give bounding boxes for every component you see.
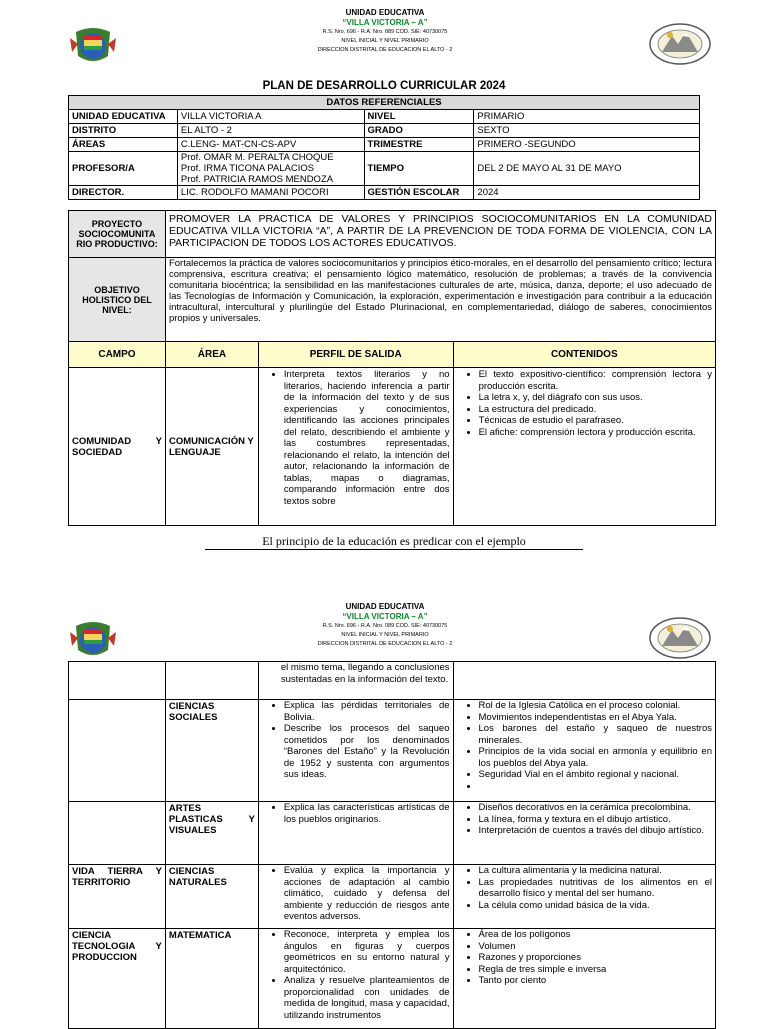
contenido-item: • Rol de la Iglesia Católica en el proceso colonial.	[479, 700, 712, 712]
school-label: UNIDAD EDUCATIVA	[345, 8, 425, 17]
profesor-name: Prof. OMAR M. PERALTA CHOQUE	[180, 152, 334, 163]
contenido-item: • La letra x, y, del diágrafo con sus usos.	[479, 392, 712, 404]
proyecto-text: PROMOVER LA PRACTICA DE VALORES Y PRINCIPIOS SOCIOCOMUNITARIOS EN LA COMUNIDAD EDUCATIVA VILLA VICTORIA “A”, A PARTIR DE LA PREVENCION DE TODA FORMA DE VIOLENCIA, CON LA PARTICIPACION DE TODOS LOS ACTORES EDUCATIVOS.	[165, 211, 715, 258]
ref-label: TRIMESTRE	[364, 138, 474, 152]
column-header-contenidos: CONTENIDOS	[453, 342, 715, 368]
contenido-item: • La línea, forma y textura en el dibujo artístico.	[479, 814, 712, 826]
contenido-item: • El afiche: comprensión lectora y producción escrita.	[479, 427, 712, 439]
perfil-item: • Explica las pérdidas territoriales de Bolivia.	[284, 700, 450, 723]
perfil-continuation-text: el mismo tema, llegando a conclusiones sustentadas en la información del texto.	[280, 662, 450, 685]
contenidos-cell	[453, 662, 715, 700]
perfil-item: • Interpreta textos literarios y no literarios, haciendo inferencia a partir de la información del texto y de sus experiencias y conocimientos, identificando las acciones principales del relato, describiendo el ambiente y las costumbres representadas, relacionando el relato, la intención del autor, relacionando la información de tablas, mapas o diagramas, comparando información entre dos textos sobre	[284, 369, 450, 507]
campo-cell	[69, 802, 166, 865]
perfil-item: • Describe los procesos del saqueo cometidos por los denominados “Barones del Estaño” y la Revolución de 1952 y sustenta con argumentos sus ideas.	[284, 723, 450, 781]
contenido-item: • La cultura alimentaria y la medicina natural.	[479, 865, 712, 877]
ref-value: PRIMARIO	[474, 110, 700, 124]
district-line: DIRECCION DISTRITAL DE EDUCACION EL ALTO - 2	[317, 47, 453, 53]
contenido-item: • Diseños decorativos en la cerámica precolombina.	[479, 802, 712, 814]
perfil-item: • Explica las características artísticas de los pueblos originarios.	[284, 802, 450, 825]
objetivo-text: Fortalecemos la práctica de valores sociocomunitarios y principios ético-morales, en el desarrollo del pensamiento crítico; lectura comprensiva, escritura creativa; el pensamiento lógico matemático, resolución de problemas; a través de la convivencia comunitaria biocéntrica; la sensibilidad en las manifestaciones culturales de arte, música, danza, deporte; el uso adecuado de las Tecnologías de Información y Comunicación, la exploración, experimentación e investigación para contribuir a la educación intracultural, intercultural y plurilingüe del Estado Plurinacional, en complementariedad, diálogo de saberes, conocimientos propios y universales.	[165, 258, 715, 342]
contenidos-cell	[453, 929, 715, 1029]
contenidos-cell	[453, 802, 715, 865]
ref-value: SEXTO	[474, 124, 700, 138]
school-name: “VILLA VICTORIA – A”	[342, 18, 428, 27]
ref-value: VILLA VICTORIA A	[177, 110, 364, 124]
resolution-line: R.S. Nro. 696 - R.A. Nro. 089 COD. SIE: 40730075	[322, 623, 448, 629]
district-line: DIRECCION DISTRITAL DE EDUCACION EL ALTO - 2	[317, 641, 453, 647]
perfil-item: • Reconoce, interpreta y emplea los ángulos en figuras y cuerpos geométricos en su entorno natural y arquitectónico.	[284, 929, 450, 975]
curriculum-table-page2	[68, 661, 716, 1029]
bolivia-coat-of-arms-logo	[68, 620, 118, 660]
proyecto-label: PROYECTO SOCIOCOMUNITA RIO PRODUCTIVO:	[69, 211, 166, 258]
contenido-item: • Volumen	[479, 941, 712, 953]
perfil-item: • Analiza y resuelve planteamientos de proporcionalidad con unidades de medida de longitud, masa y capacidad, utilizando instrumentos	[284, 975, 450, 1021]
gestion-value: 2024	[474, 186, 700, 200]
document-title: PLAN DE DESARROLLO CURRICULAR 2024	[262, 80, 506, 92]
school-label: UNIDAD EDUCATIVA	[345, 602, 425, 611]
contenidos-cell	[453, 368, 715, 526]
contenido-item: • Razones y proporciones	[479, 952, 712, 964]
tiempo-value: DEL 2 DE MAYO AL 31 DE MAYO	[474, 152, 700, 186]
ref-value: EL ALTO - 2	[177, 124, 364, 138]
area-cell: CIENCIAS NATURALES	[165, 865, 258, 929]
footer-motto: El principio de la educación es predicar con el ejemplo	[205, 534, 583, 550]
perfil-cell	[258, 865, 453, 929]
resolution-line: R.S. Nro. 696 - R.A. Nro. 089 COD. SIE: 40730075	[322, 29, 448, 35]
reference-data-table	[68, 95, 700, 200]
director-value: LIC. RODOLFO MAMANI POCORI	[177, 186, 364, 200]
area-cell: CIENCIAS SOCIALES	[165, 700, 258, 802]
contenido-item: • La estructura del predicado.	[479, 404, 712, 416]
profesores-list	[177, 152, 364, 186]
level-line: NIVEL INICIAL Y NIVEL PRIMARIO	[341, 632, 429, 638]
contenido-item: • Tanto por ciento	[479, 975, 712, 987]
reference-section-title: DATOS REFERENCIALES	[69, 96, 700, 110]
contenido-item: • Principios de la vida social en armonía y equilibrio en los pueblos del Abya yala.	[479, 746, 712, 769]
area-cell	[165, 662, 258, 700]
contenido-item: • Los barones del estaño y saqueo de nuestros minerales.	[479, 723, 712, 746]
objetivo-label: OBJETIVO HOLISTICO DEL NIVEL:	[69, 258, 166, 342]
contenido-item: • El texto expositivo-científico: comprensión lectora y producción escrita.	[479, 369, 712, 392]
area-cell: ARTES PLASTICAS Y VISUALES	[165, 802, 258, 865]
gestion-label: GESTIÓN ESCOLAR	[364, 186, 474, 200]
school-name: “VILLA VICTORIA – A”	[342, 612, 428, 621]
campo-cell: COMUNIDAD Y SOCIEDAD	[69, 368, 166, 526]
ref-label: DISTRITO	[69, 124, 178, 138]
campo-cell	[69, 700, 166, 802]
director-label: DIRECTOR.	[69, 186, 178, 200]
contenido-item: • Las propiedades nutritivas de los alimentos en el desarrollo físico y mental del ser humano.	[479, 877, 712, 900]
perfil-item: • Evalúa y explica la importancia y acciones de adaptación al cambio climático, cuidado y defensa del ambiente y reducción de riesgos ante eventos adversos.	[284, 865, 450, 923]
area-cell: COMUNICACIÓN Y LENGUAJE	[165, 368, 258, 526]
column-header-area: ÁREA	[165, 342, 258, 368]
ref-label: ÁREAS	[69, 138, 178, 152]
school-seal-logo	[648, 616, 712, 660]
perfil-cell	[258, 700, 453, 802]
contenido-item	[479, 781, 712, 792]
contenido-item: • Técnicas de estudio el parafraseo.	[479, 415, 712, 427]
contenido-item: • Seguridad Vial en el ámbito regional y nacional.	[479, 769, 712, 781]
perfil-cell	[258, 802, 453, 865]
level-line: NIVEL INICIAL Y NIVEL PRIMARIO	[341, 38, 429, 44]
contenido-item: • La célula como unidad básica de la vida.	[479, 900, 712, 912]
campo-cell	[69, 662, 166, 700]
ref-value: C.LENG- MAT-CN-CS-APV	[177, 138, 364, 152]
ref-label: NIVEL	[364, 110, 474, 124]
ref-label: UNIDAD EDUCATIVA	[69, 110, 178, 124]
perfil-cell	[258, 368, 453, 526]
ref-label: GRADO	[364, 124, 474, 138]
campo-cell: CIENCIA TECNOLOGIA Y PRODUCCION	[69, 929, 166, 1029]
contenidos-cell	[453, 700, 715, 802]
tiempo-label: TIEMPO	[364, 152, 474, 186]
column-header-campo: CAMPO	[69, 342, 166, 368]
profesor-name: Prof. PATRICIA RAMOS MENDOZA	[180, 174, 334, 185]
profesor-name: Prof. IRMA TICONA PALACIOS	[180, 163, 315, 174]
contenido-item: • Regla de tres simple e inversa	[479, 964, 712, 976]
school-seal-logo	[648, 22, 712, 66]
column-header-perfil: PERFIL DE SALIDA	[258, 342, 453, 368]
contenido-item: • Movimientos independentistas en el Abya Yala.	[479, 712, 712, 724]
ref-value: PRIMERO -SEGUNDO	[474, 138, 700, 152]
bolivia-coat-of-arms-logo	[68, 26, 118, 66]
profesor-label: PROFESOR/A	[69, 152, 178, 186]
contenido-item: • Área de los polígonos	[479, 929, 712, 941]
curriculum-table-page1	[68, 210, 716, 526]
contenidos-cell	[453, 865, 715, 929]
perfil-continuation-cell	[258, 662, 453, 700]
area-cell: MATEMATICA	[165, 929, 258, 1029]
perfil-cell	[258, 929, 453, 1029]
contenido-item: • Interpretación de cuentos a través del dibujo artístico.	[479, 825, 712, 837]
campo-cell: VIDA TIERRA Y TERRITORIO	[69, 865, 166, 929]
